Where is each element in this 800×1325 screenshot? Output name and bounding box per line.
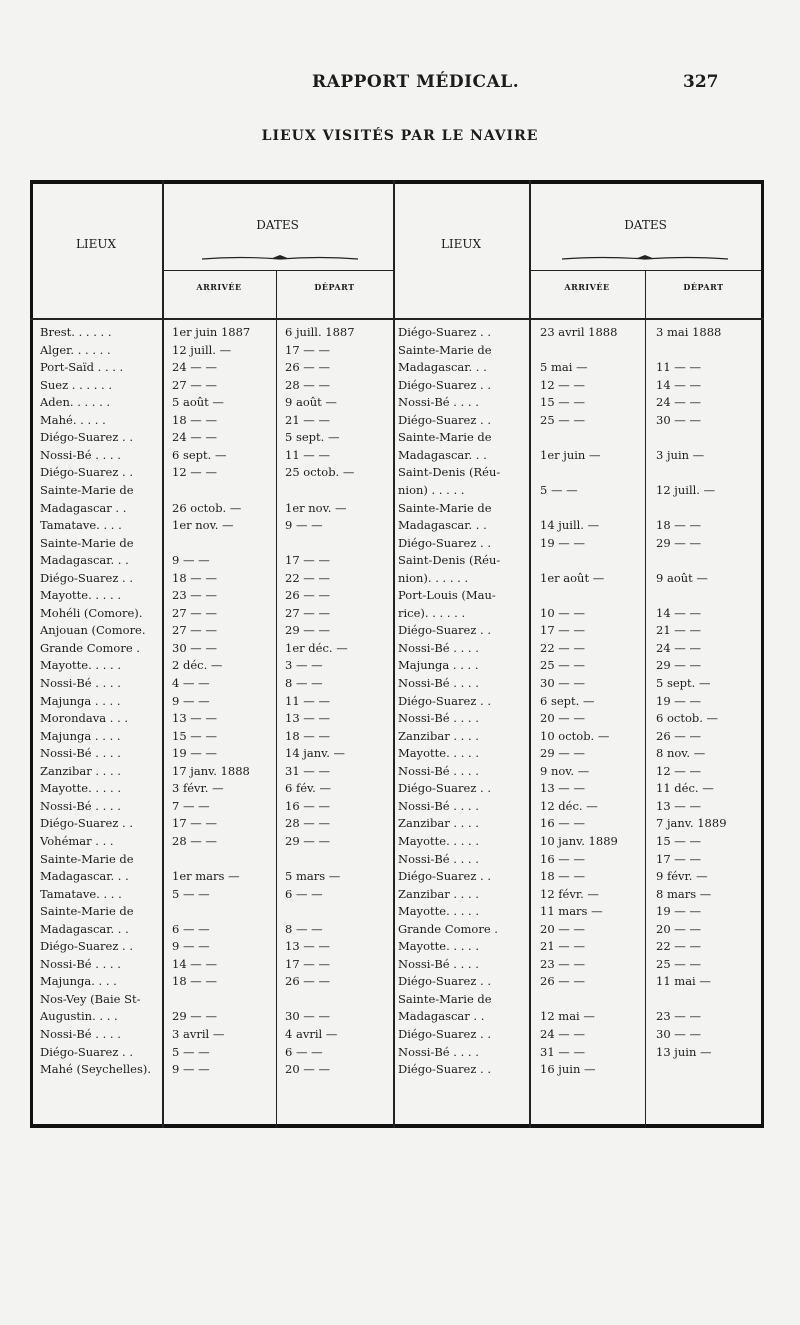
table-row (0, 868, 800, 884)
arrival-cell: 31 — — (540, 1044, 585, 1059)
place-cell: Tamatave. . . . (40, 886, 122, 901)
place-cell: rice). . . . . . (398, 605, 466, 620)
arrival-cell: 6 sept. — (540, 693, 595, 708)
arrival-cell: 16 — — (540, 816, 585, 831)
arrival-cell: 10 janv. 1889 (540, 833, 618, 848)
arrival-cell: 1er juin 1887 (172, 325, 251, 339)
arrival-cell: 28 — — (172, 833, 217, 848)
table-row (0, 1008, 800, 1024)
departure-cell: 29 — — (656, 535, 701, 550)
place-cell: Zanzibar . . . . (40, 763, 121, 778)
arrival-cell: 26 — — (540, 974, 585, 989)
departure-cell: 13 — — (656, 798, 701, 813)
page-number: 327 (683, 72, 719, 92)
departure-cell: 14 janv. — (285, 746, 346, 761)
arrival-cell: 12 déc. — (540, 798, 598, 813)
arrival-cell: 10 — — (540, 605, 585, 620)
table-row (0, 938, 800, 954)
arrival-cell: 30 — — (172, 640, 217, 655)
departure-cell: 5 sept. — (656, 676, 711, 690)
arrival-cell: 14 juill. — (540, 518, 600, 533)
arrival-cell: 5 — — (172, 886, 210, 901)
place-cell: Zanzibar . . . . (398, 886, 479, 901)
arrival-cell: 1er juin — (540, 447, 601, 462)
place-cell: Zanzibar . . . . (398, 816, 479, 831)
departure-cell: 26 — — (285, 974, 330, 989)
place-cell: Sainte-Marie de (40, 904, 134, 919)
table-row (0, 605, 800, 621)
table-row (0, 377, 800, 393)
table-row (0, 728, 800, 744)
place-cell: Nossi-Bé . . . . (398, 395, 479, 410)
arrival-cell: 10 octob. — (540, 728, 610, 743)
departure-cell: 11 — — (285, 447, 330, 462)
arrival-cell: 24 — — (172, 360, 217, 375)
place-cell: Zanzibar . . . . (398, 728, 479, 743)
departure-cell: 25 octob. — (285, 465, 355, 480)
arrival-cell: 27 — — (172, 605, 217, 620)
header-lieux-left: LIEUX (75, 237, 117, 251)
arrival-cell: 5 mai — (540, 360, 588, 375)
departure-cell: 9 août — (285, 395, 337, 410)
departure-cell: 26 — — (285, 588, 330, 603)
arrival-cell: 5 — — (172, 1044, 210, 1059)
place-cell: Mayotte. . . . . (40, 781, 121, 796)
departure-cell: 8 — — (285, 921, 323, 936)
place-cell: Nos-Vey (Baie St- (40, 991, 141, 1006)
departure-cell: 14 — — (656, 605, 701, 620)
arrival-cell: 9 — — (172, 553, 210, 568)
departure-cell: 11 — — (285, 693, 330, 708)
departure-cell: 26 — — (285, 360, 330, 375)
table-row (0, 482, 800, 498)
place-cell: Mayotte. . . . . (40, 588, 121, 603)
table-row (0, 464, 800, 480)
departure-cell: 7 janv. 1889 (656, 816, 727, 831)
place-cell: Nossi-Bé . . . . (398, 676, 479, 690)
place-cell: Diégo-Suarez . . (398, 1027, 491, 1041)
place-cell: Mayotte. . . . . (40, 658, 121, 673)
table-row (0, 1061, 800, 1077)
departure-cell: 6 fév. — (285, 781, 331, 796)
departure-cell: 5 sept. — (285, 430, 340, 445)
arrival-cell: 19 — — (172, 746, 217, 761)
place-cell: Anjouan (Comore. (40, 623, 146, 638)
place-cell: Mohéli (Comore). (40, 605, 143, 620)
place-cell: Nossi-Bé . . . . (398, 640, 479, 655)
arrival-cell: 18 — — (172, 974, 217, 989)
place-cell: Mayotte. . . . . (398, 904, 479, 919)
place-cell: Diégo-Suarez . . (398, 781, 491, 796)
place-cell: Brest. . . . . . (40, 325, 112, 339)
arrival-cell: 3 févr. — (172, 781, 224, 796)
left-dates-swash-icon (200, 254, 360, 262)
arrival-cell: 25 — — (540, 412, 585, 427)
place-cell: Mayotte. . . . . (398, 746, 479, 761)
arrival-cell: 24 — — (540, 1027, 585, 1041)
table-row (0, 851, 800, 867)
departure-cell: 21 — — (285, 412, 330, 427)
departure-cell: 12 — — (656, 763, 701, 778)
arrival-cell: 12 mai — (540, 1009, 595, 1024)
table-row (0, 622, 800, 638)
departure-cell: 13 — — (285, 939, 330, 954)
table-row (0, 991, 800, 1007)
arrival-cell: 18 — — (172, 412, 217, 427)
table-row (0, 921, 800, 937)
arrival-cell: 2 déc. — (172, 658, 223, 673)
place-cell: Nossi-Bé . . . . (40, 746, 121, 761)
departure-cell: 28 — — (285, 816, 330, 831)
table-row (0, 535, 800, 551)
place-cell: Sainte-Marie de (40, 482, 134, 497)
rule-header-bottom (30, 318, 764, 320)
place-cell: Grande Comore . (398, 921, 498, 936)
place-cell: Nossi-Bé . . . . (398, 798, 479, 813)
place-cell: Morondava . . . (40, 711, 129, 726)
departure-cell: 29 — — (285, 623, 330, 638)
place-cell: Diégo-Suarez . . (398, 623, 491, 638)
arrival-cell: 13 — — (172, 711, 217, 726)
place-cell: Diégo-Suarez . . (40, 939, 133, 954)
place-cell: Diégo-Suarez . . (40, 465, 133, 480)
place-cell: Sainte-Marie de (398, 430, 492, 445)
departure-cell: 6 — — (285, 1044, 323, 1059)
departure-cell: 21 — — (656, 623, 701, 638)
running-head-title: RAPPORT MÉDICAL. (312, 72, 520, 92)
departure-cell: 3 mai 1888 (656, 325, 722, 339)
header-arrivee-right: ARRIVÉE (564, 282, 610, 292)
table-row (0, 903, 800, 919)
arrival-cell: 30 — — (540, 676, 585, 690)
table-row (0, 412, 800, 428)
place-cell: Nossi-Bé . . . . (398, 956, 479, 971)
arrival-cell: 9 nov. — (540, 763, 590, 778)
arrival-cell: 13 — — (540, 781, 585, 796)
departure-cell: 9 août — (656, 570, 708, 585)
table-row (0, 956, 800, 972)
departure-cell: 13 juin — (656, 1044, 712, 1059)
table-row (0, 447, 800, 463)
header-dates-right: DATES (624, 218, 667, 232)
arrival-cell: 17 — — (540, 623, 585, 638)
header-dates-left: DATES (256, 218, 299, 232)
place-cell: Majunga . . . . (40, 693, 121, 708)
place-cell: Alger. . . . . . (40, 342, 111, 357)
table-row (0, 693, 800, 709)
place-cell: Nossi-Bé . . . . (40, 956, 121, 971)
place-cell: Diégo-Suarez . . (40, 430, 133, 445)
place-cell: Mahé. . . . . (40, 412, 106, 427)
place-cell: nion). . . . . . (398, 570, 469, 585)
arrival-cell: 19 — — (540, 535, 585, 550)
departure-cell: 12 juill. — (656, 482, 716, 497)
departure-cell: 5 mars — (285, 869, 341, 884)
arrival-cell: 23 avril 1888 (540, 325, 618, 339)
departure-cell: 31 — — (285, 763, 330, 778)
place-cell: Madagascar. . . (398, 447, 487, 462)
departure-cell: 16 — — (285, 798, 330, 813)
place-cell: Majunga . . . . (398, 658, 479, 673)
arrival-cell: 4 — — (172, 676, 210, 690)
arrival-cell: 12 — — (172, 465, 217, 480)
right-dates-swash-icon (560, 254, 730, 262)
place-cell: Mayotte. . . . . (398, 939, 479, 954)
departure-cell: 24 — — (656, 395, 701, 410)
departure-cell: 8 mars — (656, 886, 712, 901)
arrival-cell: 9 — — (172, 693, 210, 708)
place-cell: Sainte-Marie de (398, 991, 492, 1006)
table-row (0, 657, 800, 673)
place-cell: Madagascar. . . (40, 553, 129, 568)
departure-cell: 17 — — (285, 956, 330, 971)
arrival-cell: 16 — — (540, 851, 585, 866)
place-cell: Tamatave. . . . (40, 518, 122, 533)
place-cell: Sainte-Marie de (40, 535, 134, 550)
place-cell: Nossi-Bé . . . . (398, 763, 479, 778)
departure-cell: 4 avril — (285, 1027, 338, 1041)
arrival-cell: 29 — — (540, 746, 585, 761)
departure-cell: 24 — — (656, 640, 701, 655)
departure-cell: 23 — — (656, 1009, 701, 1024)
table-row (0, 1044, 800, 1060)
table-row (0, 1026, 800, 1042)
departure-cell: 19 — — (656, 693, 701, 708)
place-cell: Madagascar . . (398, 1009, 485, 1024)
arrival-cell: 22 — — (540, 640, 585, 655)
place-cell: Diégo-Suarez . . (398, 693, 491, 708)
place-cell: Nossi-Bé . . . . (398, 1044, 479, 1059)
place-cell: Diégo-Suarez . . (40, 816, 133, 831)
table-row (0, 359, 800, 375)
departure-cell: 30 — — (656, 412, 701, 427)
place-cell: Grande Comore . (40, 640, 140, 655)
table-row (0, 763, 800, 779)
departure-cell: 28 — — (285, 377, 330, 392)
arrival-cell: 23 — — (172, 588, 217, 603)
place-cell: Nossi-Bé . . . . (398, 711, 479, 726)
table-row (0, 886, 800, 902)
table-row (0, 570, 800, 586)
place-cell: Suez . . . . . . (40, 377, 113, 392)
place-cell: Diégo-Suarez . . (398, 869, 491, 884)
table-row (0, 429, 800, 445)
table-row (0, 500, 800, 516)
rule-dates-sub-left (162, 270, 393, 271)
arrival-cell: 5 août — (172, 395, 224, 410)
place-cell: Nossi-Bé . . . . (40, 1027, 121, 1041)
arrival-cell: 26 octob. — (172, 500, 242, 515)
departure-cell: 6 octob. — (656, 711, 719, 726)
departure-cell: 1er déc. — (285, 640, 348, 655)
departure-cell: 18 — — (285, 728, 330, 743)
table-row (0, 815, 800, 831)
place-cell: Nossi-Bé . . . . (40, 676, 121, 690)
arrival-cell: 20 — — (540, 921, 585, 936)
arrival-cell: 14 — — (172, 956, 217, 971)
table-row (0, 587, 800, 603)
place-cell: Diégo-Suarez . . (40, 1044, 133, 1059)
table-caption: LIEUX VISITÉS PAR LE NAVIRE (261, 128, 539, 144)
place-cell: Nossi-Bé . . . . (398, 851, 479, 866)
place-cell: Diégo-Suarez . . (398, 535, 491, 550)
place-cell: Augustin. . . . (40, 1009, 118, 1024)
place-cell: Port-Saïd . . . . (40, 360, 124, 375)
place-cell: Aden. . . . . . (40, 395, 111, 410)
place-cell: Diégo-Suarez . . (398, 1062, 491, 1077)
departure-cell: 29 — — (656, 658, 701, 673)
arrival-cell: 15 — — (540, 395, 585, 410)
departure-cell: 3 juin — (656, 447, 705, 462)
departure-cell: 8 — — (285, 676, 323, 690)
departure-cell: 13 — — (285, 711, 330, 726)
departure-cell: 17 — — (656, 851, 701, 866)
arrival-cell: 20 — — (540, 711, 585, 726)
arrival-cell: 9 — — (172, 939, 210, 954)
table-row (0, 675, 800, 691)
departure-cell: 6 — — (285, 886, 323, 901)
departure-cell: 27 — — (285, 605, 330, 620)
departure-cell: 1er nov. — (285, 500, 347, 515)
arrival-cell: 12 juill. — (172, 342, 232, 357)
place-cell: Diégo-Suarez . . (40, 570, 133, 585)
table-row (0, 342, 800, 358)
place-cell: Diégo-Suarez . . (398, 412, 491, 427)
table-row (0, 798, 800, 814)
arrival-cell: 27 — — (172, 377, 217, 392)
departure-cell: 20 — — (656, 921, 701, 936)
departure-cell: 15 — — (656, 833, 701, 848)
table-row (0, 973, 800, 989)
arrival-cell: 6 — — (172, 921, 210, 936)
place-cell: Mahé (Seychelles). (40, 1062, 152, 1077)
table-row (0, 833, 800, 849)
place-cell: Majunga. . . . (40, 974, 117, 989)
departure-cell: 9 — — (285, 518, 323, 533)
arrival-cell: 15 — — (172, 728, 217, 743)
departure-cell: 30 — — (285, 1009, 330, 1024)
departure-cell: 29 — — (285, 833, 330, 848)
header-arrivee-left: ARRIVÉE (196, 282, 242, 292)
place-cell: Sainte-Marie de (398, 500, 492, 515)
departure-cell: 22 — — (285, 570, 330, 585)
place-cell: Madagascar. . . (40, 921, 129, 936)
place-cell: Sainte-Marie de (398, 342, 492, 357)
arrival-cell: 27 — — (172, 623, 217, 638)
departure-cell: 17 — — (285, 342, 330, 357)
departure-cell: 14 — — (656, 377, 701, 392)
place-cell: Madagascar. . . (40, 869, 129, 884)
header-depart-right: DÉPART (683, 282, 724, 292)
departure-cell: 11 mai — (656, 974, 711, 989)
place-cell: Mayotte. . . . . (398, 833, 479, 848)
arrival-cell: 12 févr. — (540, 886, 599, 901)
arrival-cell: 12 — — (540, 377, 585, 392)
departure-cell: 26 — — (656, 728, 701, 743)
departure-cell: 11 — — (656, 360, 701, 375)
place-cell: Nossi-Bé . . . . (40, 798, 121, 813)
departure-cell: 25 — — (656, 956, 701, 971)
header-depart-left: DÉPART (314, 282, 355, 292)
table-row (0, 640, 800, 656)
table-row (0, 517, 800, 533)
arrival-cell: 24 — — (172, 430, 217, 445)
rule-dates-sub-right (529, 270, 762, 271)
departure-cell: 3 — — (285, 658, 323, 673)
departure-cell: 18 — — (656, 518, 701, 533)
departure-cell: 9 févr. — (656, 869, 708, 884)
arrival-cell: 9 — — (172, 1062, 210, 1077)
arrival-cell: 11 mars — (540, 904, 603, 919)
place-cell: Majunga . . . . (40, 728, 121, 743)
place-cell: Nossi-Bé . . . . (40, 447, 121, 462)
table-row (0, 394, 800, 410)
place-cell: Madagascar . . (40, 500, 127, 515)
departure-cell: 17 — — (285, 553, 330, 568)
table-row (0, 745, 800, 761)
arrival-cell: 18 — — (172, 570, 217, 585)
arrival-cell: 25 — — (540, 658, 585, 673)
arrival-cell: 1er mars — (172, 869, 240, 884)
place-cell: Madagascar. . . (398, 518, 487, 533)
place-cell: Saint-Denis (Réu- (398, 465, 501, 480)
arrival-cell: 3 avril — (172, 1027, 225, 1041)
arrival-cell: 17 janv. 1888 (172, 763, 250, 778)
departure-cell: 22 — — (656, 939, 701, 954)
arrival-cell: 7 — — (172, 798, 210, 813)
arrival-cell: 17 — — (172, 816, 217, 831)
arrival-cell: 29 — — (172, 1009, 217, 1024)
place-cell: Madagascar. . . (398, 360, 487, 375)
arrival-cell: 5 — — (540, 482, 578, 497)
place-cell: Diégo-Suarez . . (398, 325, 491, 339)
arrival-cell: 21 — — (540, 939, 585, 954)
table-row (0, 780, 800, 796)
departure-cell: 30 — — (656, 1027, 701, 1041)
place-cell: Port-Louis (Mau- (398, 588, 496, 603)
arrival-cell: 1er nov. — (172, 518, 234, 533)
place-cell: Vohémar . . . (40, 833, 114, 848)
arrival-cell: 16 juin — (540, 1062, 596, 1077)
header-lieux-right: LIEUX (440, 237, 482, 251)
departure-cell: 8 nov. — (656, 746, 706, 761)
arrival-cell: 6 sept. — (172, 447, 227, 462)
running-head (0, 72, 800, 96)
arrival-cell: 1er août — (540, 570, 605, 585)
departure-cell: 19 — — (656, 904, 701, 919)
table-row (0, 710, 800, 726)
departure-cell: 20 — — (285, 1062, 330, 1077)
place-cell: Saint-Denis (Réu- (398, 553, 501, 568)
arrival-cell: 18 — — (540, 869, 585, 884)
place-cell: nion) . . . . . (398, 482, 465, 497)
place-cell: Diégo-Suarez . . (398, 974, 491, 989)
place-cell: Diégo-Suarez . . (398, 377, 491, 392)
table-row (0, 552, 800, 568)
table-row (0, 324, 800, 340)
departure-cell: 11 déc. — (656, 781, 714, 796)
departure-cell: 6 juill. 1887 (285, 325, 355, 339)
place-cell: Sainte-Marie de (40, 851, 134, 866)
arrival-cell: 23 — — (540, 956, 585, 971)
